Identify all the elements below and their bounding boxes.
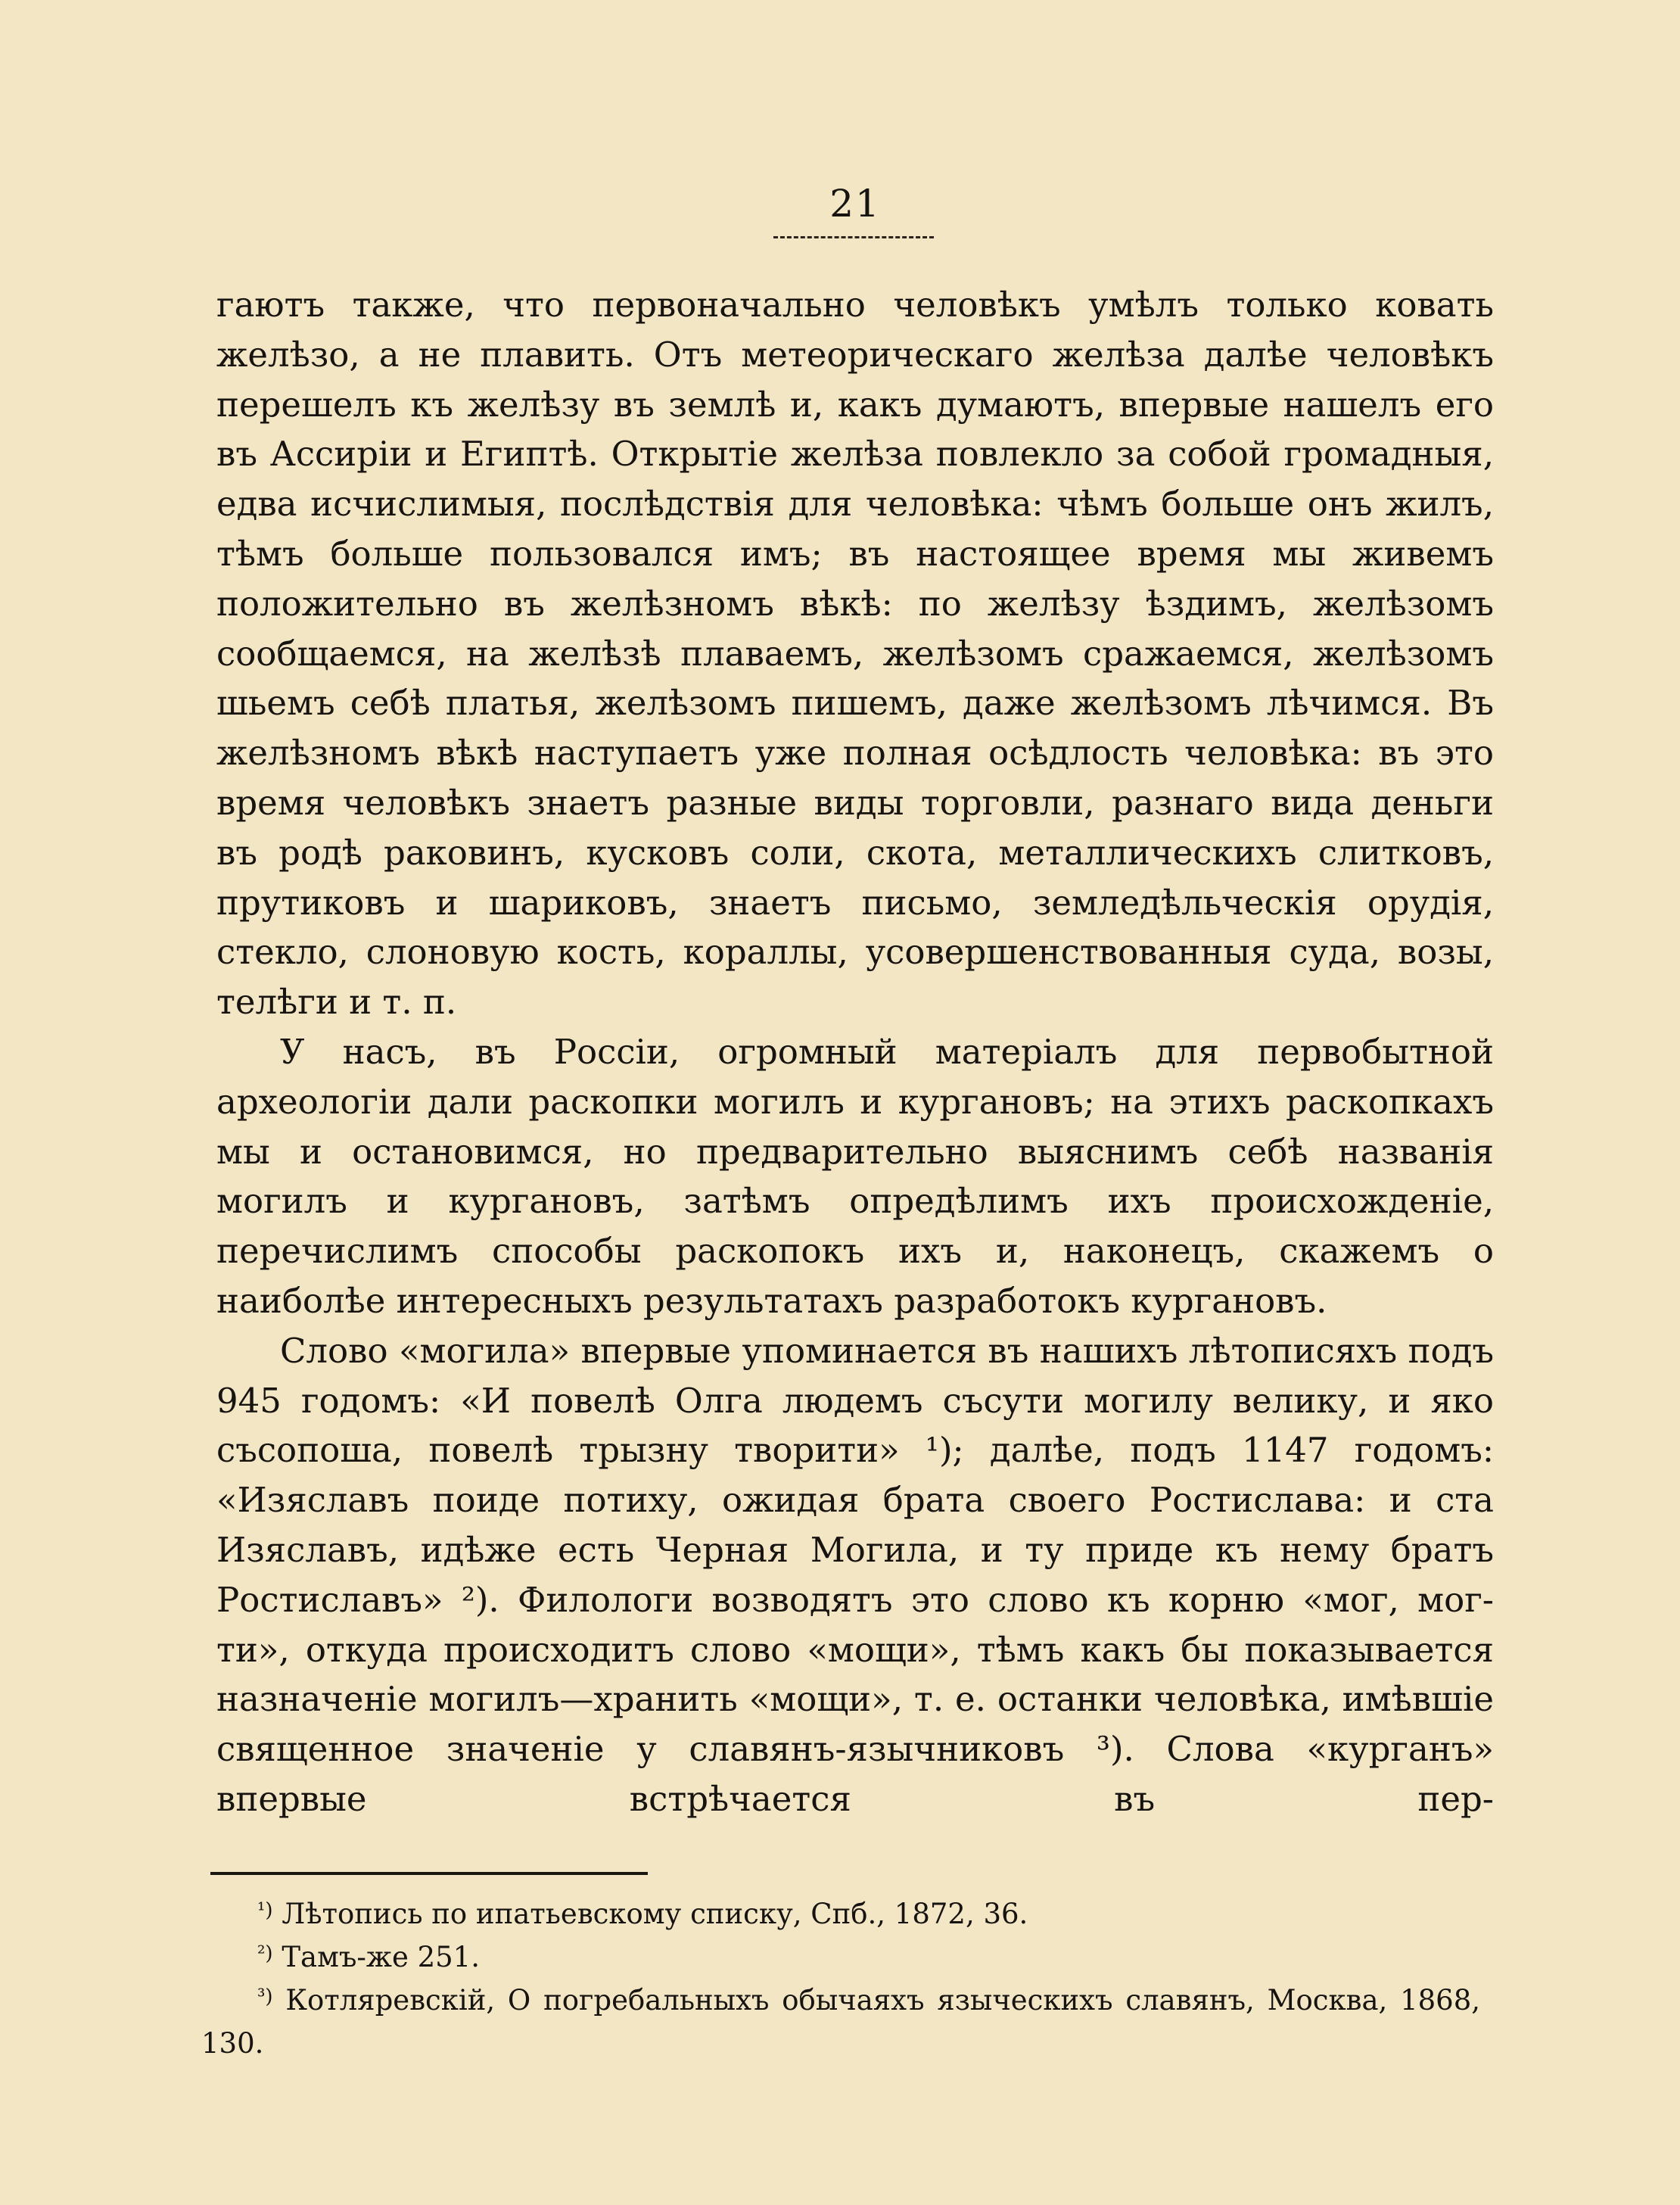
footnote-3-text: Котляревскій, О погребальныхъ обычаяхъ языческихъ славянъ, Москва, 1868, 130.	[201, 1984, 1481, 2060]
main-text-block	[216, 280, 1494, 1824]
footnote-separator	[210, 1872, 648, 1875]
footnote-2-mark: ²)	[257, 1942, 273, 1965]
footnote-3	[201, 1979, 1480, 2065]
paragraph-3: Слово «могила» впервые упоминается въ нашихъ лѣтописяхъ подъ 945 годомъ: «И повелѣ Олга людемъ съсути могилу велику, и яко съсопоша, повелѣ трызну творити» ¹); далѣе, подъ 1147 годомъ: «Изяславъ поиде потиху, ожидая брата своего Ростислава: и ста Изяславъ, идѣже есть Черная Могила, и ту приде къ нему братъ Ростиславъ» ²). Филологи возводятъ это слово къ корню «мог, мог-ти», откуда происходитъ слово «мощи», тѣмъ какъ бы показывается назначеніе могилъ—хранить «мощи», т. е. останки человѣка, имѣвшіе священное значеніе у славянъ-язычниковъ ³). Слова «курганъ» впервые встрѣчается въ пер-	[216, 1330, 1494, 1819]
footnotes-block	[201, 1892, 1480, 2065]
paragraph-2: У насъ, въ Россіи, огромный матеріалъ для первобытной археологіи дали раскопки могилъ и кургановъ; на этихъ раскопкахъ мы и остановимся, но предварительно выяснимъ себѣ названія могилъ и кургановъ, затѣмъ опредѣлимъ ихъ происхожденіе, перечислимъ способы раскопокъ ихъ и, наконецъ, скажемъ о наиболѣе интересныхъ результатахъ разработокъ кургановъ.	[216, 1031, 1494, 1321]
page-number-underline	[773, 236, 934, 238]
footnote-3-mark: ³)	[257, 1985, 273, 2008]
footnote-2-text: Тамъ-же 251.	[282, 1941, 480, 1973]
footnote-1	[201, 1892, 1480, 1936]
footnote-2	[201, 1936, 1480, 1979]
footnote-1-mark: ¹)	[257, 1899, 273, 1922]
footnote-1-text: Лѣтопись по ипатьевскому списку, Спб., 1872, 36.	[282, 1898, 1028, 1930]
paragraph-1: гаютъ также, что первоначально человѣкъ умѣлъ только ковать желѣзо, а не плавить. Отъ метеорическаго желѣза далѣе человѣкъ перешелъ къ желѣзу въ землѣ и, какъ думаютъ, впервые нашелъ его въ Ассиріи и Египтѣ. Открытіе желѣза повлекло за собой громадныя, едва исчислимыя, послѣдствія для человѣка: чѣмъ больше онъ жилъ, тѣмъ больше пользовался имъ; въ настоящее время мы живемъ положительно въ желѣзномъ вѣкѣ: по желѣзу ѣздимъ, желѣзомъ сообщаемся, на желѣзѣ плаваемъ, желѣзомъ сражаемся, желѣзомъ шьемъ себѣ платья, желѣзомъ пишемъ, даже желѣзомъ лѣчимся. Въ желѣзномъ вѣкѣ наступаетъ уже полная осѣдлость человѣка: въ это время человѣкъ знаетъ разные виды торговли, разнаго вида деньги въ родѣ раковинъ, кусковъ соли, скота, металлическихъ слитковъ, прутиковъ и шариковъ, знаетъ письмо, земледѣльческія орудія, стекло, слоновую кость, кораллы, усовершенствованныя суда, возы, телѣги и т. п.	[216, 285, 1494, 1023]
page-number: 21	[829, 182, 881, 226]
